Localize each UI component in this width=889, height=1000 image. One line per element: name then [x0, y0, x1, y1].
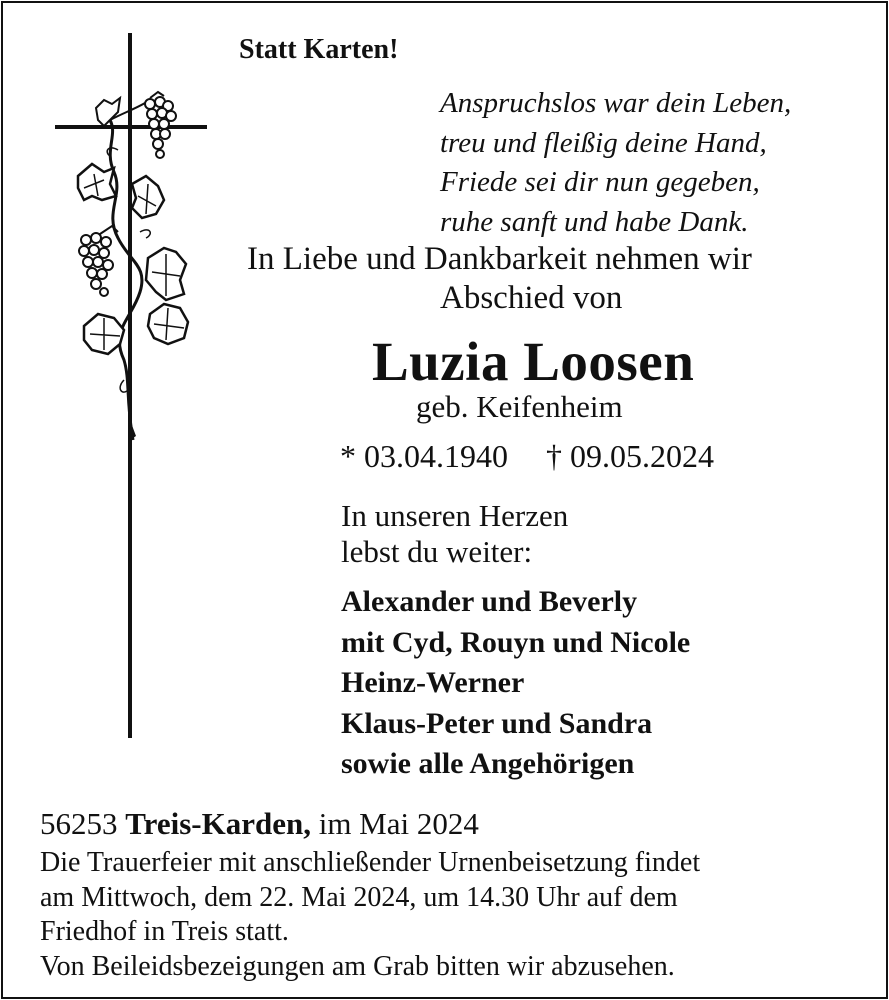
family-line: mit Cyd, Rouyn und Nicole: [341, 625, 691, 659]
month-year: im Mai 2024: [318, 806, 479, 841]
deceased-name: Luzia Loosen: [372, 331, 695, 392]
town: Treis-Karden,: [125, 806, 311, 841]
remembrance-line: lebst du weiter:: [341, 534, 533, 569]
notice-line: Die Trauerfeier mit anschließender Urnenbeisetzung findet: [40, 847, 701, 878]
family-line: sowie alle Angehörigen: [341, 747, 635, 780]
remembrance-text: [341, 498, 568, 570]
funeral-notice: [40, 846, 700, 984]
life-dates: [340, 438, 714, 475]
statt-karten-heading: Statt Karten!: [239, 34, 399, 65]
intro-line-2: Abschied von: [440, 280, 623, 316]
poem: [440, 84, 791, 242]
birth-date: * 03.04.1940: [340, 438, 508, 474]
remembrance-line: In unseren Herzen: [341, 498, 569, 533]
family-line: Alexander und Beverly: [341, 585, 638, 618]
poem-line: Anspruchslos war dein Leben,: [440, 87, 792, 119]
family-line: Klaus-Peter und Sandra: [341, 706, 653, 740]
poem-line: treu und fleißig deine Hand,: [440, 126, 767, 159]
death-date: † 09.05.2024: [546, 438, 714, 474]
cross-with-grapevine-icon: [0, 0, 240, 745]
family-list: [341, 582, 690, 785]
place-and-date: [40, 806, 479, 842]
notice-line: Von Beileidsbezeigungen am Grab bitten wir abzusehen.: [40, 950, 675, 982]
notice-line: Friedhof in Treis statt.: [40, 916, 289, 947]
family-line: Heinz-Werner: [341, 666, 525, 699]
notice-line: am Mittwoch, dem 22. Mai 2024, um 14.30 Uhr auf dem: [40, 881, 678, 913]
intro-line-1: In Liebe und Dankbarkeit nehmen wir: [247, 241, 752, 277]
poem-line: ruhe sanft und habe Dank.: [440, 205, 749, 238]
postcode: 56253: [40, 806, 118, 841]
poem-line: Friede sei dir nun gegeben,: [440, 166, 760, 198]
maiden-name: geb. Keifenheim: [416, 389, 623, 424]
